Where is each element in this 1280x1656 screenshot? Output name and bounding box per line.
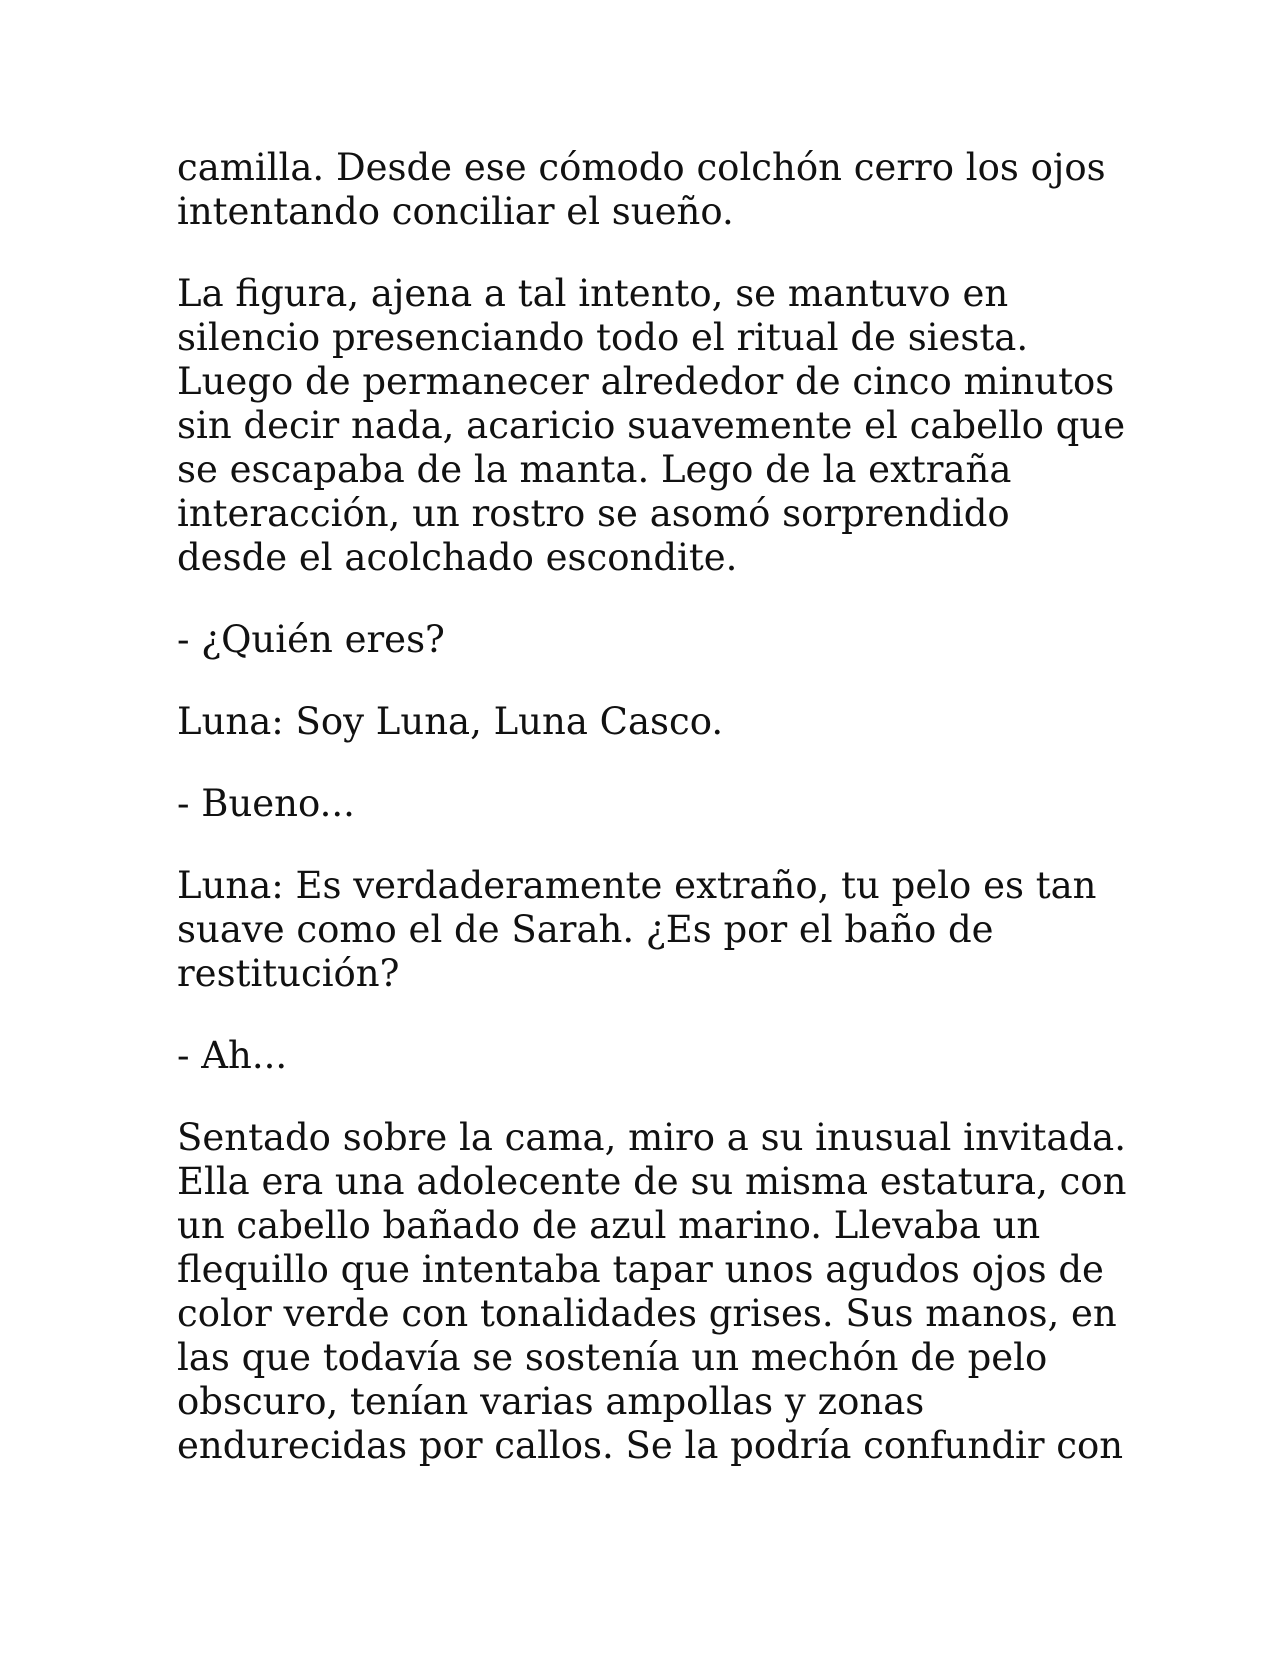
text-line: las que todavía se sostenía un mechón de pelo bbox=[177, 1336, 1048, 1379]
dialogue-line bbox=[177, 1034, 1117, 1078]
text-line: se escapaba de la manta. Lego de la extraña bbox=[177, 448, 1012, 491]
text-line: camilla. Desde ese cómodo colchón cerro los ojos bbox=[177, 146, 1106, 189]
dialogue-line bbox=[177, 782, 1117, 826]
dialogue-line bbox=[177, 618, 1117, 662]
text-line: - Bueno... bbox=[177, 782, 355, 825]
text-line: flequillo que intentaba tapar unos agudos ojos de bbox=[177, 1248, 1104, 1291]
text-line: color verde con tonalidades grises. Sus manos, en bbox=[177, 1292, 1117, 1335]
document-page bbox=[177, 146, 1127, 1506]
text-line: un cabello bañado de azul marino. Llevaba un bbox=[177, 1204, 1041, 1247]
text-line: silencio presenciando todo el ritual de siesta. bbox=[177, 316, 1029, 359]
text-line: Luna: Es verdaderamente extraño, tu pelo es tan bbox=[177, 864, 1097, 907]
text-line: Luna: Soy Luna, Luna Casco. bbox=[177, 700, 724, 743]
text-line: obscuro, tenían varias ampollas y zonas bbox=[177, 1380, 925, 1423]
paragraph bbox=[177, 1116, 1127, 1468]
text-line: La figura, ajena a tal intento, se mantuvo en bbox=[177, 272, 1009, 315]
text-line: Sentado sobre la cama, miro a su inusual invitada. bbox=[177, 1116, 1126, 1159]
text-line: Ella era una adolecente de su misma estatura, con bbox=[177, 1160, 1127, 1203]
text-line: Luego de permanecer alrededor de cinco minutos bbox=[177, 360, 1115, 403]
text-line: endurecidas por callos. Se la podría confundir con bbox=[177, 1424, 1124, 1467]
text-line: restitución? bbox=[177, 952, 400, 995]
text-line: - Ah... bbox=[177, 1034, 288, 1077]
text-line: suave como el de Sarah. ¿Es por el baño de bbox=[177, 908, 994, 951]
text-line: - ¿Quién eres? bbox=[177, 618, 445, 661]
text-line: interacción, un rostro se asomó sorprendido bbox=[177, 492, 1010, 535]
text-line: desde el acolchado escondite. bbox=[177, 536, 738, 579]
paragraph bbox=[177, 272, 1126, 580]
dialogue-line bbox=[177, 864, 1117, 996]
text-line: sin decir nada, acaricio suavemente el cabello que bbox=[177, 404, 1126, 447]
dialogue-line bbox=[177, 700, 1117, 744]
paragraph bbox=[177, 146, 1117, 234]
text-line: intentando conciliar el sueño. bbox=[177, 190, 734, 233]
